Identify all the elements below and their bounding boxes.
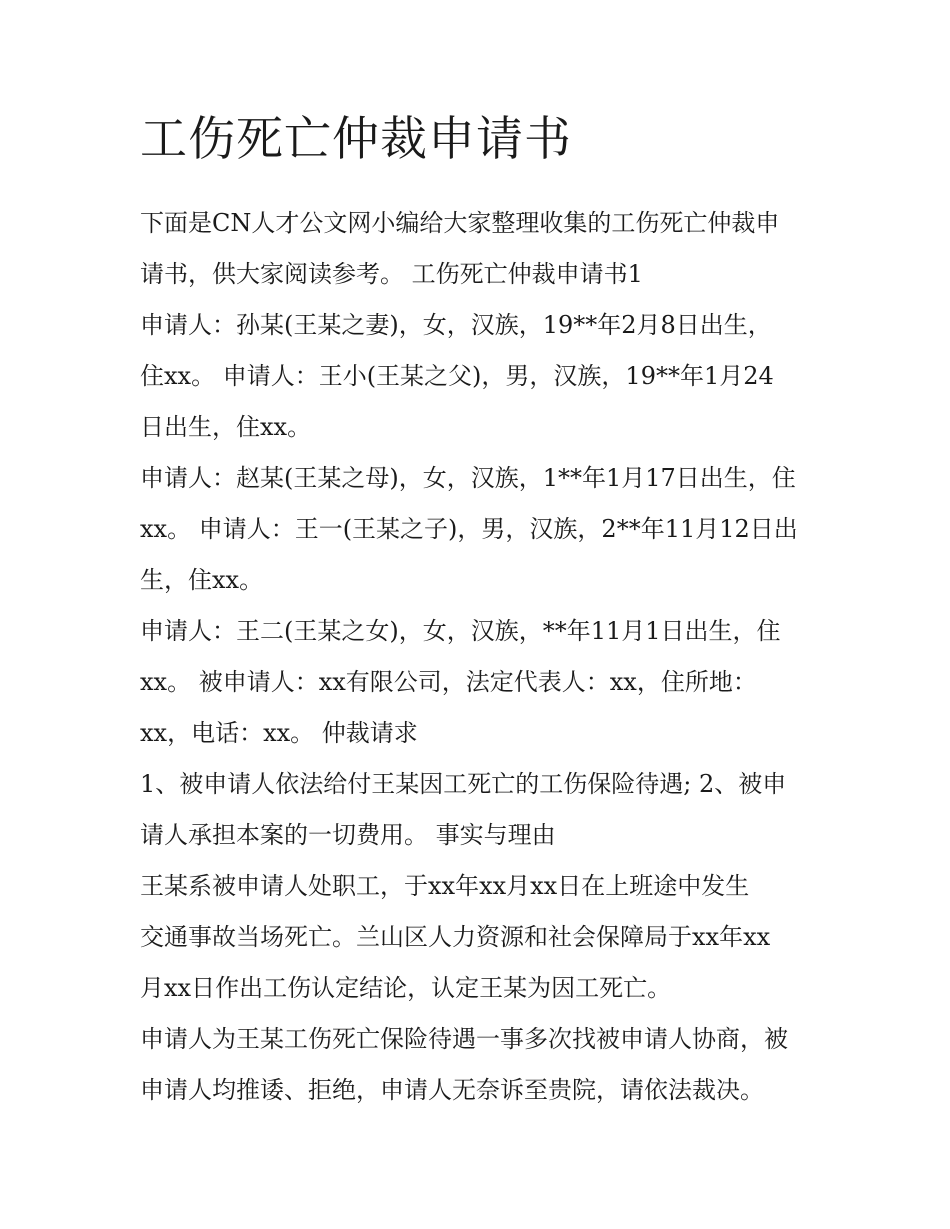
text-line: 下面是CN人才公文网小编给大家整理收集的工伤死亡仲裁申	[140, 209, 780, 237]
text-line: xx，电话：xx。 仲裁请求	[140, 719, 418, 747]
text-line: 月xx日作出工伤认定结论，认定王某为因工死亡。	[140, 974, 672, 1002]
text-line: 交通事故当场死亡。兰山区人力资源和社会保障局于xx年xx	[140, 923, 771, 951]
text-line: 1、被申请人依法给付王某因工死亡的工伤保险待遇; 2、被申	[140, 770, 787, 798]
text-line: xx。 申请人：王一(王某之子)，男，汉族，2**年11月12日出	[140, 515, 798, 543]
text-line: 申请人为王某工伤死亡保险待遇一事多次找被申请人协商，被	[140, 1025, 788, 1053]
document-body	[140, 198, 830, 1116]
text-line: 王某系被申请人处职工，于xx年xx月xx日在上班途中发生	[140, 872, 750, 900]
text-line: xx。 被申请人：xx有限公司，法定代表人：xx，住所地：	[140, 668, 757, 696]
text-line: 请书，供大家阅读参考。 工伤死亡仲裁申请书1	[140, 260, 643, 288]
text-line: 住xx。 申请人：王小(王某之父)，男，汉族，19**年1月24	[140, 362, 774, 390]
text-line: 申请人：王二(王某之女)，女，汉族，**年11月1日出生，住	[140, 617, 781, 645]
text-line: 申请人：赵某(王某之母)，女，汉族，1**年1月17日出生，住	[140, 464, 796, 492]
document-title: 工伤死亡仲裁申请书	[140, 112, 572, 167]
text-line: 日出生，住xx。	[140, 413, 312, 441]
text-line: 生，住xx。	[140, 566, 264, 594]
text-line: 申请人均推诿、拒绝，申请人无奈诉至贵院，请依法裁决。	[140, 1076, 764, 1104]
text-line: 请人承担本案的一切费用。 事实与理由	[140, 821, 556, 849]
text-line: 申请人：孙某(王某之妻)，女，汉族，19**年2月8日出生，	[140, 311, 772, 339]
